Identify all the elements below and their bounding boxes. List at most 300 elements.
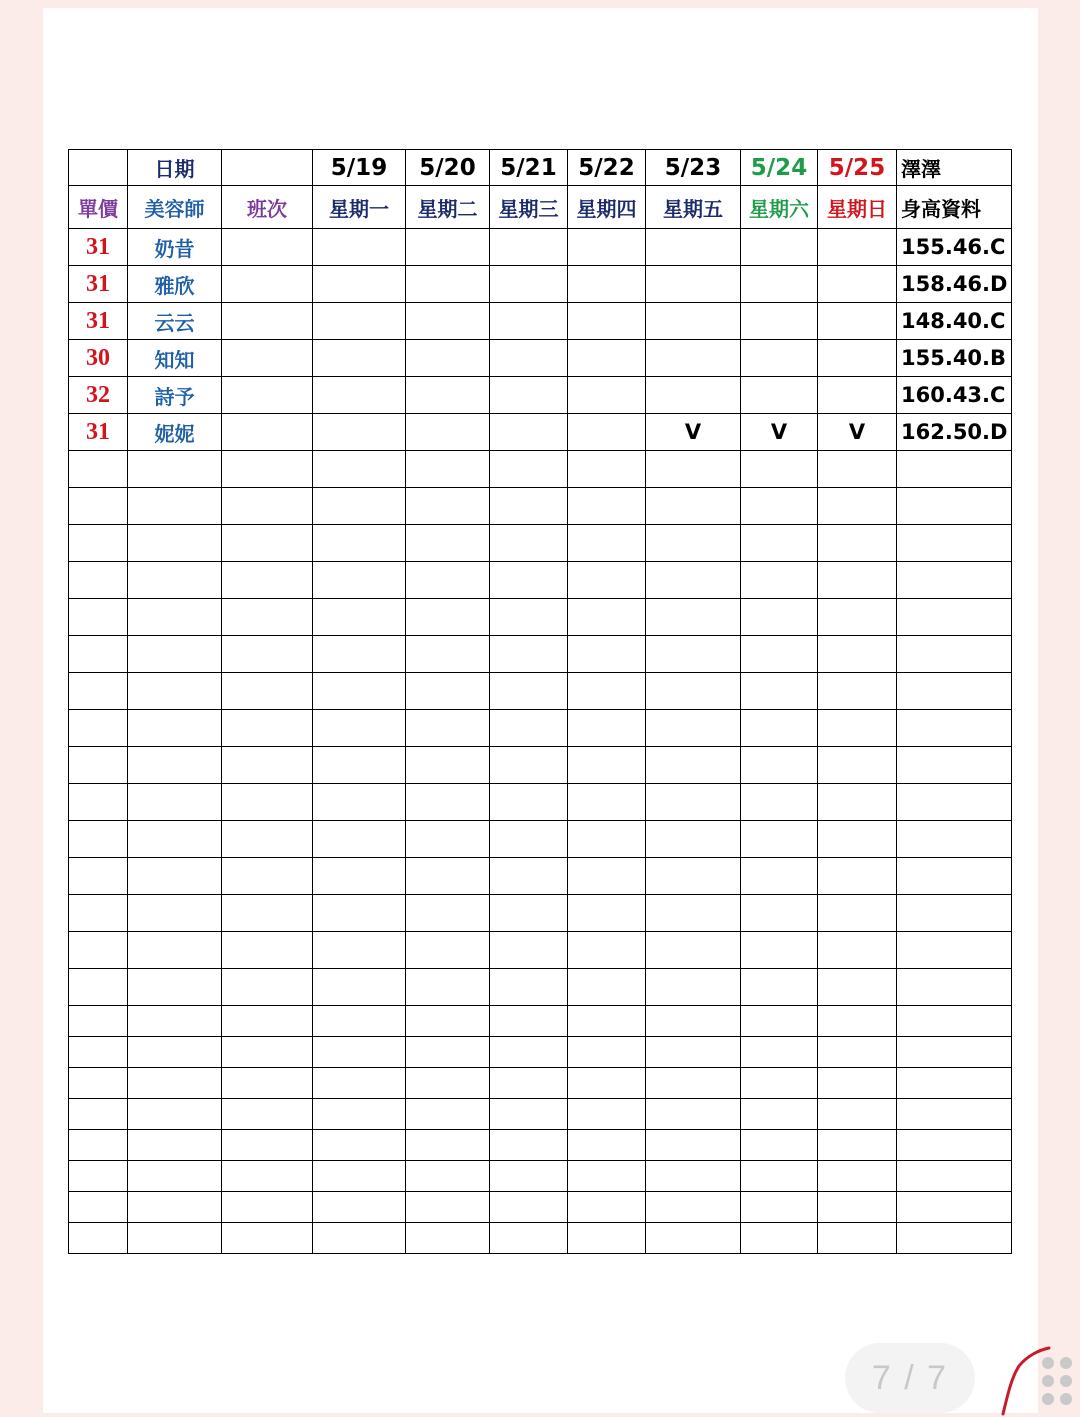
empty-cell bbox=[741, 599, 818, 636]
empty-cell bbox=[128, 932, 222, 969]
empty-row bbox=[69, 710, 1012, 747]
empty-cell bbox=[406, 858, 490, 895]
empty-cell bbox=[646, 636, 741, 673]
empty-cell bbox=[818, 636, 897, 673]
weekday-header: 星期日 bbox=[818, 186, 897, 229]
empty-cell bbox=[818, 488, 897, 525]
weekday-header: 星期六 bbox=[741, 186, 818, 229]
schedule-table bbox=[68, 149, 1012, 1254]
empty-cell bbox=[490, 747, 568, 784]
day-cell bbox=[818, 266, 897, 303]
empty-cell bbox=[222, 821, 313, 858]
empty-cell bbox=[568, 451, 646, 488]
price-cell: 31 bbox=[69, 229, 128, 266]
day-cell bbox=[490, 340, 568, 377]
table-row bbox=[69, 266, 1012, 303]
empty-cell bbox=[406, 1223, 490, 1254]
empty-cell bbox=[741, 1099, 818, 1130]
corner-name: 澤澤 bbox=[897, 150, 1012, 186]
empty-cell bbox=[568, 858, 646, 895]
empty-cell bbox=[128, 747, 222, 784]
empty-cell bbox=[69, 1192, 128, 1223]
empty-cell bbox=[69, 710, 128, 747]
weekday-header: 星期一 bbox=[313, 186, 406, 229]
empty-row bbox=[69, 562, 1012, 599]
empty-cell bbox=[646, 1037, 741, 1068]
empty-cell bbox=[568, 821, 646, 858]
empty-cell bbox=[128, 451, 222, 488]
day-cell bbox=[490, 377, 568, 414]
page-indicator: 7 / 7 bbox=[845, 1343, 975, 1413]
empty-cell bbox=[568, 636, 646, 673]
empty-row bbox=[69, 1099, 1012, 1130]
height-cell: 148.40.C bbox=[897, 303, 1012, 340]
empty-cell bbox=[313, 784, 406, 821]
empty-cell bbox=[646, 1223, 741, 1254]
empty-cell bbox=[69, 1006, 128, 1037]
empty-row bbox=[69, 1006, 1012, 1037]
empty-cell bbox=[818, 895, 897, 932]
empty-cell bbox=[313, 895, 406, 932]
day-cell bbox=[646, 229, 741, 266]
empty-cell bbox=[128, 784, 222, 821]
empty-cell bbox=[646, 710, 741, 747]
stylist-name: 奶昔 bbox=[128, 229, 222, 266]
day-cell bbox=[818, 229, 897, 266]
empty-cell bbox=[568, 488, 646, 525]
empty-cell bbox=[313, 562, 406, 599]
empty-cell bbox=[646, 1099, 741, 1130]
empty-cell bbox=[406, 636, 490, 673]
empty-cell bbox=[568, 599, 646, 636]
empty-cell bbox=[568, 562, 646, 599]
day-cell bbox=[406, 377, 490, 414]
empty-cell bbox=[128, 562, 222, 599]
empty-cell bbox=[646, 895, 741, 932]
empty-cell bbox=[490, 1192, 568, 1223]
empty-cell bbox=[128, 673, 222, 710]
empty-row bbox=[69, 673, 1012, 710]
empty-cell bbox=[406, 1099, 490, 1130]
empty-cell bbox=[741, 747, 818, 784]
day-cell bbox=[741, 229, 818, 266]
empty-cell bbox=[128, 821, 222, 858]
empty-cell bbox=[406, 1006, 490, 1037]
empty-cell bbox=[897, 673, 1012, 710]
empty-cell bbox=[406, 932, 490, 969]
empty-row bbox=[69, 599, 1012, 636]
empty-cell bbox=[69, 525, 128, 562]
empty-cell bbox=[69, 969, 128, 1006]
empty-cell bbox=[568, 525, 646, 562]
empty-cell bbox=[222, 673, 313, 710]
empty-row bbox=[69, 747, 1012, 784]
empty-cell bbox=[818, 1099, 897, 1130]
empty-row bbox=[69, 858, 1012, 895]
price-cell: 32 bbox=[69, 377, 128, 414]
empty-cell bbox=[490, 1037, 568, 1068]
empty-cell bbox=[222, 599, 313, 636]
empty-cell bbox=[69, 858, 128, 895]
day-cell bbox=[568, 266, 646, 303]
empty-cell bbox=[313, 1161, 406, 1192]
empty-cell bbox=[69, 488, 128, 525]
empty-cell bbox=[897, 747, 1012, 784]
empty-cell bbox=[128, 895, 222, 932]
empty-cell bbox=[128, 1006, 222, 1037]
empty-cell bbox=[818, 525, 897, 562]
empty-cell bbox=[741, 1037, 818, 1068]
empty-cell bbox=[646, 1130, 741, 1161]
empty-cell bbox=[222, 1130, 313, 1161]
empty-cell bbox=[222, 932, 313, 969]
empty-cell bbox=[69, 747, 128, 784]
empty-cell bbox=[646, 821, 741, 858]
empty-cell bbox=[818, 1130, 897, 1161]
day-cell bbox=[313, 303, 406, 340]
empty-cell bbox=[741, 932, 818, 969]
empty-cell bbox=[313, 1006, 406, 1037]
empty-cell bbox=[490, 451, 568, 488]
shift-cell bbox=[222, 303, 313, 340]
empty-cell bbox=[222, 969, 313, 1006]
empty-cell bbox=[490, 858, 568, 895]
empty-cell bbox=[313, 1068, 406, 1099]
shift-cell bbox=[222, 377, 313, 414]
day-cell: V bbox=[646, 414, 741, 451]
empty-cell bbox=[128, 1068, 222, 1099]
empty-cell bbox=[406, 1192, 490, 1223]
empty-cell bbox=[128, 969, 222, 1006]
empty-cell bbox=[490, 636, 568, 673]
empty-cell bbox=[646, 1068, 741, 1099]
empty-cell bbox=[818, 1006, 897, 1037]
empty-row bbox=[69, 1068, 1012, 1099]
empty-cell bbox=[128, 1130, 222, 1161]
empty-cell bbox=[406, 784, 490, 821]
empty-cell bbox=[568, 673, 646, 710]
empty-cell bbox=[897, 525, 1012, 562]
empty-cell bbox=[69, 1068, 128, 1099]
day-cell: V bbox=[818, 414, 897, 451]
empty-cell bbox=[222, 1037, 313, 1068]
empty-cell bbox=[490, 562, 568, 599]
empty-cell bbox=[568, 1192, 646, 1223]
day-cell bbox=[568, 340, 646, 377]
empty-cell bbox=[818, 1068, 897, 1099]
empty-cell bbox=[818, 599, 897, 636]
empty-cell bbox=[69, 1130, 128, 1161]
table-row bbox=[69, 303, 1012, 340]
empty-cell bbox=[646, 747, 741, 784]
empty-cell bbox=[490, 599, 568, 636]
day-cell bbox=[490, 303, 568, 340]
empty-cell bbox=[490, 1223, 568, 1254]
empty-cell bbox=[490, 932, 568, 969]
empty-cell bbox=[69, 784, 128, 821]
empty-cell bbox=[741, 1006, 818, 1037]
empty-cell bbox=[741, 895, 818, 932]
empty-cell bbox=[741, 1223, 818, 1254]
empty-cell bbox=[128, 488, 222, 525]
day-cell bbox=[313, 377, 406, 414]
empty-cell bbox=[897, 1006, 1012, 1037]
empty-cell bbox=[818, 451, 897, 488]
price-cell: 30 bbox=[69, 340, 128, 377]
empty-cell bbox=[568, 747, 646, 784]
empty-cell bbox=[69, 932, 128, 969]
empty-cell bbox=[313, 747, 406, 784]
empty-cell bbox=[818, 1192, 897, 1223]
empty-cell bbox=[406, 1161, 490, 1192]
empty-cell bbox=[69, 1223, 128, 1254]
empty-cell bbox=[741, 784, 818, 821]
empty-cell bbox=[568, 784, 646, 821]
empty-cell bbox=[741, 636, 818, 673]
day-cell bbox=[490, 266, 568, 303]
blank-header-cell bbox=[69, 150, 128, 186]
empty-cell bbox=[313, 710, 406, 747]
empty-cell bbox=[741, 821, 818, 858]
empty-cell bbox=[646, 451, 741, 488]
empty-cell bbox=[897, 488, 1012, 525]
empty-row bbox=[69, 932, 1012, 969]
empty-cell bbox=[222, 562, 313, 599]
empty-cell bbox=[69, 451, 128, 488]
empty-cell bbox=[897, 1192, 1012, 1223]
empty-cell bbox=[490, 525, 568, 562]
shift-label: 班次 bbox=[222, 186, 313, 229]
empty-cell bbox=[222, 1099, 313, 1130]
shift-cell bbox=[222, 414, 313, 451]
day-cell bbox=[818, 377, 897, 414]
height-cell: 155.40.B bbox=[897, 340, 1012, 377]
empty-cell bbox=[818, 1223, 897, 1254]
empty-cell bbox=[646, 932, 741, 969]
empty-cell bbox=[646, 1006, 741, 1037]
empty-cell bbox=[69, 599, 128, 636]
empty-row bbox=[69, 1223, 1012, 1254]
empty-cell bbox=[406, 562, 490, 599]
empty-cell bbox=[568, 1161, 646, 1192]
empty-cell bbox=[222, 895, 313, 932]
empty-cell bbox=[818, 858, 897, 895]
shift-cell bbox=[222, 266, 313, 303]
empty-cell bbox=[897, 451, 1012, 488]
empty-cell bbox=[406, 747, 490, 784]
table-row bbox=[69, 340, 1012, 377]
empty-cell bbox=[490, 1068, 568, 1099]
day-cell bbox=[568, 414, 646, 451]
empty-cell bbox=[741, 1161, 818, 1192]
table-row bbox=[69, 414, 1012, 451]
empty-cell bbox=[646, 969, 741, 1006]
empty-cell bbox=[741, 710, 818, 747]
empty-cell bbox=[568, 1130, 646, 1161]
empty-cell bbox=[818, 932, 897, 969]
empty-row bbox=[69, 525, 1012, 562]
empty-cell bbox=[897, 821, 1012, 858]
date-label: 日期 bbox=[128, 150, 222, 186]
empty-cell bbox=[222, 488, 313, 525]
empty-cell bbox=[741, 858, 818, 895]
empty-cell bbox=[313, 599, 406, 636]
table-row bbox=[69, 377, 1012, 414]
empty-row bbox=[69, 1192, 1012, 1223]
shift-cell bbox=[222, 229, 313, 266]
empty-cell bbox=[128, 1161, 222, 1192]
empty-cell bbox=[490, 1099, 568, 1130]
empty-cell bbox=[313, 1037, 406, 1068]
day-cell bbox=[313, 414, 406, 451]
empty-cell bbox=[128, 1192, 222, 1223]
empty-cell bbox=[222, 636, 313, 673]
date-header: 5/23 bbox=[646, 150, 741, 186]
price-cell: 31 bbox=[69, 303, 128, 340]
empty-cell bbox=[406, 1037, 490, 1068]
date-header: 5/22 bbox=[568, 150, 646, 186]
day-cell bbox=[568, 377, 646, 414]
empty-cell bbox=[490, 673, 568, 710]
date-header: 5/25 bbox=[818, 150, 897, 186]
empty-cell bbox=[222, 1068, 313, 1099]
empty-cell bbox=[69, 821, 128, 858]
height-cell: 155.46.C bbox=[897, 229, 1012, 266]
empty-cell bbox=[568, 895, 646, 932]
empty-cell bbox=[568, 1006, 646, 1037]
empty-cell bbox=[818, 562, 897, 599]
price-cell: 31 bbox=[69, 414, 128, 451]
empty-cell bbox=[69, 673, 128, 710]
stylist-name: 知知 bbox=[128, 340, 222, 377]
empty-cell bbox=[741, 488, 818, 525]
empty-cell bbox=[313, 1192, 406, 1223]
empty-cell bbox=[490, 1161, 568, 1192]
header-row-dates bbox=[69, 150, 1012, 186]
empty-cell bbox=[818, 821, 897, 858]
empty-cell bbox=[490, 1006, 568, 1037]
empty-row bbox=[69, 1161, 1012, 1192]
empty-row bbox=[69, 1037, 1012, 1068]
empty-cell bbox=[646, 599, 741, 636]
empty-cell bbox=[313, 932, 406, 969]
day-cell bbox=[406, 266, 490, 303]
empty-cell bbox=[568, 1068, 646, 1099]
empty-cell bbox=[897, 1161, 1012, 1192]
weekday-header: 星期二 bbox=[406, 186, 490, 229]
empty-cell bbox=[128, 599, 222, 636]
day-cell: V bbox=[741, 414, 818, 451]
price-label: 單價 bbox=[69, 186, 128, 229]
day-cell bbox=[313, 340, 406, 377]
empty-cell bbox=[222, 1161, 313, 1192]
empty-cell bbox=[406, 1068, 490, 1099]
empty-cell bbox=[490, 1130, 568, 1161]
empty-cell bbox=[897, 1068, 1012, 1099]
empty-cell bbox=[313, 451, 406, 488]
date-header: 5/24 bbox=[741, 150, 818, 186]
day-cell bbox=[490, 414, 568, 451]
empty-cell bbox=[406, 969, 490, 1006]
empty-cell bbox=[741, 1192, 818, 1223]
empty-cell bbox=[897, 784, 1012, 821]
empty-cell bbox=[741, 969, 818, 1006]
height-cell: 162.50.D bbox=[897, 414, 1012, 451]
empty-cell bbox=[69, 1161, 128, 1192]
empty-cell bbox=[406, 1130, 490, 1161]
empty-cell bbox=[128, 636, 222, 673]
empty-row bbox=[69, 451, 1012, 488]
empty-cell bbox=[313, 1223, 406, 1254]
empty-cell bbox=[128, 1037, 222, 1068]
weekday-header: 星期三 bbox=[490, 186, 568, 229]
drag-handle-icon[interactable] bbox=[1040, 1355, 1074, 1407]
empty-cell bbox=[69, 1099, 128, 1130]
date-header: 5/21 bbox=[490, 150, 568, 186]
empty-cell bbox=[568, 1223, 646, 1254]
empty-cell bbox=[128, 710, 222, 747]
stylist-label: 美容師 bbox=[128, 186, 222, 229]
empty-cell bbox=[313, 821, 406, 858]
empty-cell bbox=[406, 895, 490, 932]
empty-cell bbox=[222, 451, 313, 488]
empty-cell bbox=[897, 969, 1012, 1006]
empty-cell bbox=[406, 525, 490, 562]
empty-cell bbox=[313, 1099, 406, 1130]
day-cell bbox=[568, 303, 646, 340]
empty-cell bbox=[222, 1006, 313, 1037]
day-cell bbox=[741, 266, 818, 303]
weekday-header: 星期五 bbox=[646, 186, 741, 229]
day-cell bbox=[313, 229, 406, 266]
empty-cell bbox=[406, 488, 490, 525]
empty-cell bbox=[69, 636, 128, 673]
empty-cell bbox=[741, 451, 818, 488]
empty-cell bbox=[128, 525, 222, 562]
empty-cell bbox=[406, 710, 490, 747]
empty-cell bbox=[646, 562, 741, 599]
empty-cell bbox=[128, 858, 222, 895]
stylist-name: 雅欣 bbox=[128, 266, 222, 303]
empty-cell bbox=[741, 1068, 818, 1099]
day-cell bbox=[406, 340, 490, 377]
empty-cell bbox=[897, 1130, 1012, 1161]
date-header: 5/19 bbox=[313, 150, 406, 186]
empty-cell bbox=[897, 1223, 1012, 1254]
day-cell bbox=[741, 340, 818, 377]
day-cell bbox=[646, 303, 741, 340]
empty-row bbox=[69, 488, 1012, 525]
empty-cell bbox=[313, 525, 406, 562]
empty-row bbox=[69, 969, 1012, 1006]
day-cell bbox=[646, 266, 741, 303]
empty-cell bbox=[128, 1099, 222, 1130]
stylist-name: 詩予 bbox=[128, 377, 222, 414]
empty-cell bbox=[490, 710, 568, 747]
empty-cell bbox=[222, 525, 313, 562]
empty-cell bbox=[646, 525, 741, 562]
empty-cell bbox=[568, 1037, 646, 1068]
empty-cell bbox=[897, 599, 1012, 636]
shift-cell bbox=[222, 340, 313, 377]
empty-cell bbox=[646, 1192, 741, 1223]
empty-cell bbox=[490, 821, 568, 858]
day-cell bbox=[313, 266, 406, 303]
empty-cell bbox=[222, 1192, 313, 1223]
empty-cell bbox=[128, 1223, 222, 1254]
empty-row bbox=[69, 784, 1012, 821]
empty-cell bbox=[818, 747, 897, 784]
